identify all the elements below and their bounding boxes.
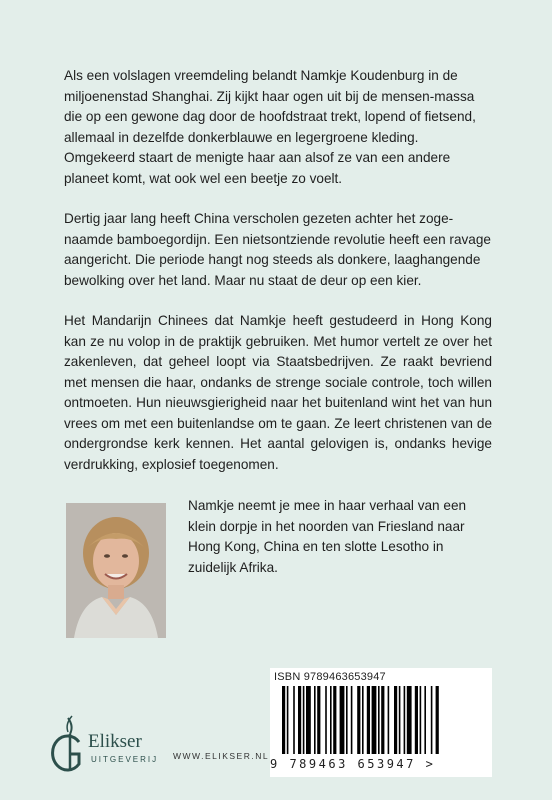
blurb-paragraph-2: Dertig jaar lang heeft China verscholen gezeten achter het zoge-naamde bamboegordijn. Een nietsontziende revolutie heeft een ravage aangericht. Die periode hangt nog steeds als donkere, laaghangende bewolking over het land. Maar nu staat de deur op een kier. <box>64 211 491 288</box>
author-blurb: Namkje neemt je mee in haar verhaal van een klein dorpje in het noorden van Friesland naar Hong Kong, China en ten slotte Lesotho in zuidelijk Afrika. <box>188 498 467 575</box>
blurb-paragraph-3: Het Mandarijn Chinees dat Namkje heeft gestudeerd in Hong Kong kan ze nu volop in de praktijk gebruiken. Met humor vertelt ze over het zakenleven, dat geheel loopt via Staatsbedrijven. Ze raakt bevriend met mensen die haar, ondanks de strenge sociale controle, toch willen ontmoeten. Hun nieuwsgierigheid naar het buitenland wint het van hun vrees om met een buitenlandse om te gaan. Ze leert christenen van de ondergrondse kerk kennen. Het aantal gelovigen is, ondanks hevige verdrukking, explosief toegenomen. <box>64 313 492 472</box>
barcode-digits: 9 789463 653947 > <box>270 757 436 771</box>
author-photo <box>66 503 166 638</box>
publisher-logo <box>46 712 176 776</box>
barcode-bars <box>282 686 482 756</box>
back-cover-blurb <box>64 66 492 495</box>
barcode-box <box>270 668 492 777</box>
logo-emblem-icon <box>46 712 88 776</box>
publisher-website: WWW.ELIKSER.NL <box>173 751 270 761</box>
publisher-subtitle: UITGEVERIJ <box>91 755 159 764</box>
isbn-label: ISBN 9789463653947 <box>274 671 386 683</box>
blurb-paragraph-1: Als een volslagen vreemdeling belandt Namkje Koudenburg in de miljoenenstad Shanghai. Zij kijkt haar ogen uit bij de mensen-massa die op een gewone dag door de hoofdstraat trekt, lopend of fietsend, allemaal in dezelfde donkerblauwe en legergroene kleding. Omgekeerd staart de menigte haar aan alsof ze van een andere planeet komt, wat ook wel een beetje zo voelt. <box>64 68 476 186</box>
publisher-name: Elikser <box>88 731 142 752</box>
